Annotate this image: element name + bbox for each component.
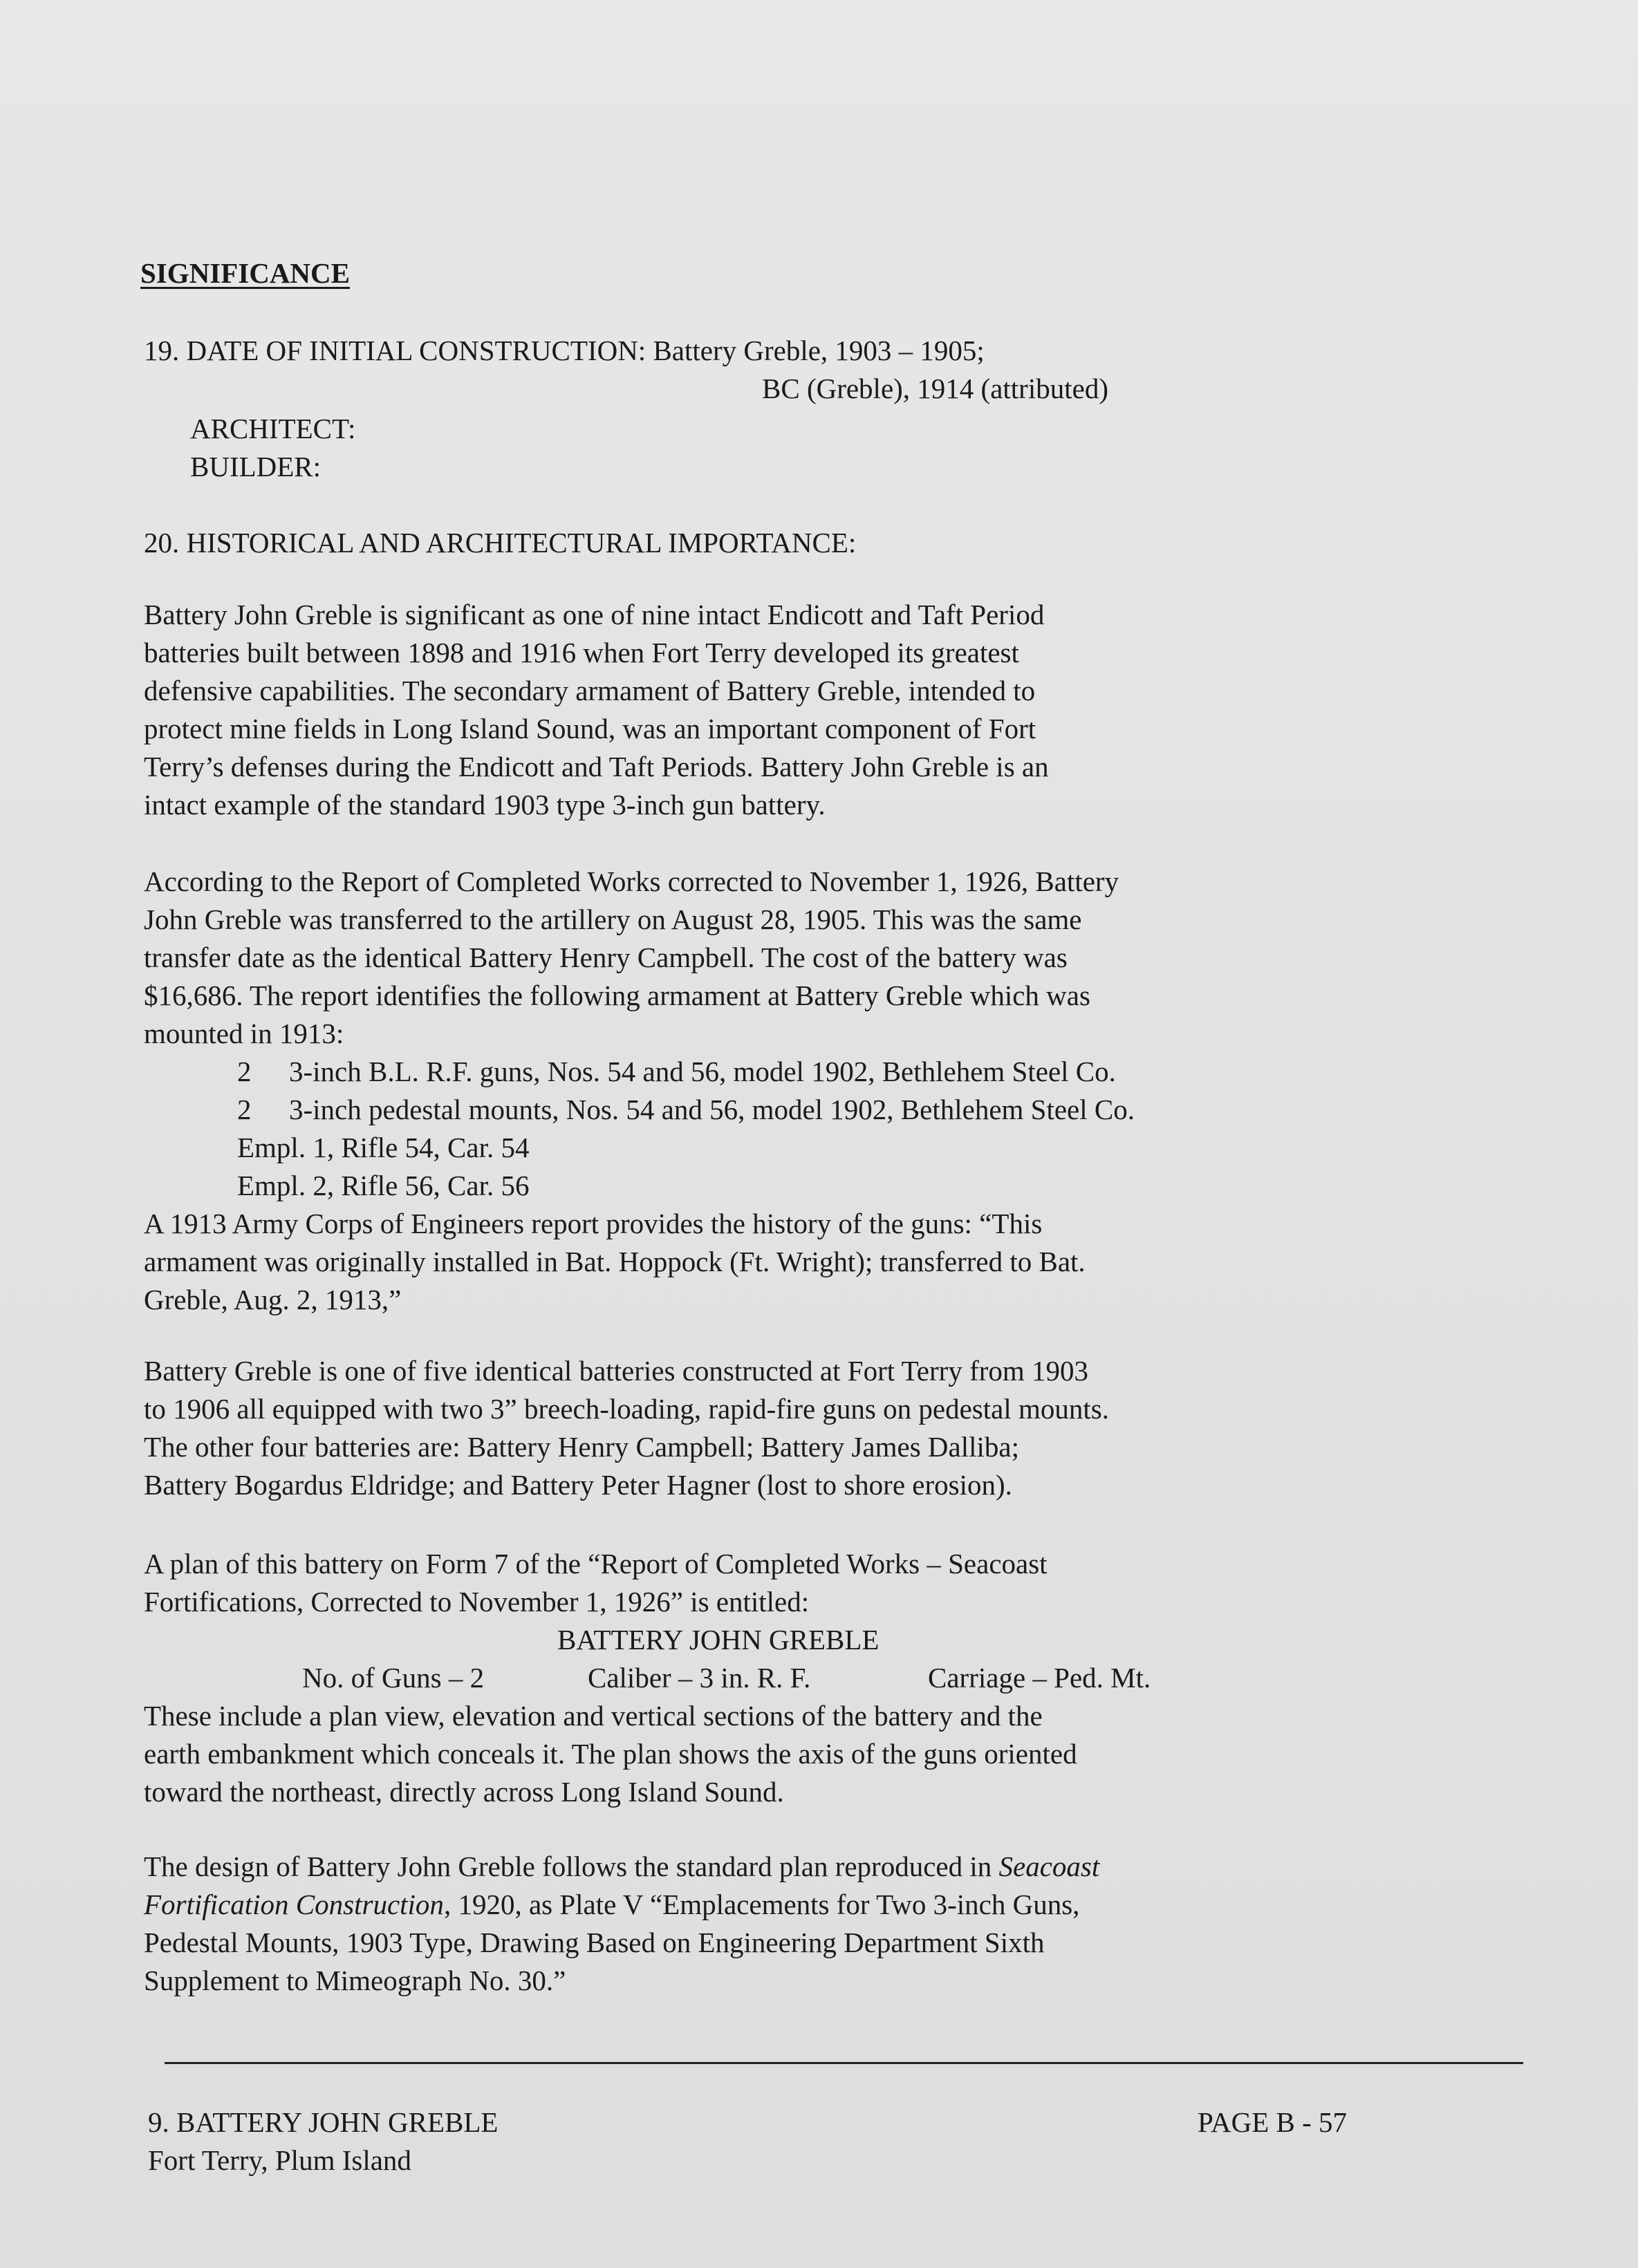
architect-label: ARCHITECT: — [190, 413, 356, 444]
plan-carriage: Carriage – Ped. Mt. — [928, 1662, 1151, 1694]
footer-location: Fort Terry, Plum Island — [148, 2144, 411, 2176]
paragraph-identical-batteries: Battery Greble is one of five identical batteries constructed at Fort Terry from 1903 to 1906 all equipped with two 3” breech-loading, rapid-fire guns on pedestal mounts. The other four batteries are: Battery Henry Campbell; Battery James Dalliba; Battery Bogardus Eldridge; and Battery Peter Hagner (lost to shore erosion). — [144, 1355, 1109, 1501]
item-19-value-line2: BC (Greble), 1914 (attributed) — [762, 373, 1108, 404]
emplacement-line: Empl. 1, Rifle 54, Car. 54 — [237, 1132, 530, 1163]
page-number: PAGE B - 57 — [1198, 2106, 1348, 2138]
plan-caliber: Caliber – 3 in. R. F. — [588, 1662, 811, 1694]
paragraph-significance: Battery John Greble is significant as one of nine intact Endicott and Taft Period batteries built between 1898 and 1916 when Fort Terry developed its greatest defensive capabilities. The secondary armament of Battery Greble, intended to protect mine fields in Long Island Sound, was an important component of Fort Terry’s defenses during the Endicott and Taft Periods. Battery John Greble is an intact example of the standard 1903 type 3-inch gun battery. — [144, 599, 1049, 821]
paragraph-plan: A plan of this battery on Form 7 of the “Report of Completed Works – Seacoast Fortifications, Corrected to November 1, 1926” is entitled: — [144, 1548, 1048, 1618]
paragraph-design: The design of Battery John Greble follows the standard plan reproduced in Seacoast Fortification Construction, 1920, as Plate V “Emplacements for Two 3-inch Guns, Pedestal Mounts, 1903 Type, Drawing Based on Engineering Department Sixth Supplement to Mimeograph No. 30.” — [144, 1850, 1100, 1996]
paragraph-report: According to the Report of Completed Works corrected to November 1, 1926, Battery John Greble was transferred to the artillery on August 28, 1905. This was the same transfer date as the identical Battery Henry Campbell. The cost of the battery was $16,686. The report identifies the following armament at Battery Greble which was mounted in 1913: 2 3-inch B.L. R.F. guns, Nos. 54 and 56, model 1902, Bethlehem Steel Co. 2 3-inch pedestal mounts, Nos. 54 and 56, model 1902, Bethlehem Steel Co. Empl. 1, Rifle 54, Car. 54 Empl. 2, Rifle 56, Car. 56 A 1913 Army Corps of Engineers report provides the history of the guns: “This armament was originally installed in Bat. Hoppock (Ft. Wright); transferred to Bat. Greble, Aug. 2, 1913,” — [144, 863, 1409, 1319]
paragraph-plan-details: These include a plan view, elevation and vertical sections of the battery and the earth embankment which conceals it. The plan shows the axis of the guns oriented toward the northeast, directly across Long Island Sound. — [144, 1700, 1077, 1808]
emplacement-line: Empl. 2, Rifle 56, Car. 56 — [237, 1170, 530, 1201]
plan-guns: No. of Guns – 2 — [302, 1662, 485, 1694]
plan-title: BATTERY JOHN GREBLE — [557, 1624, 880, 1656]
section-heading: SIGNIFICANCE — [140, 257, 350, 289]
armament-list-item: 2 3-inch pedestal mounts, Nos. 54 and 56, model 1902, Bethlehem Steel Co. — [237, 1094, 1135, 1125]
armament-list-item: 2 3-inch B.L. R.F. guns, Nos. 54 and 56, model 1902, Bethlehem Steel Co. — [237, 1056, 1116, 1087]
footer-title: 9. BATTERY JOHN GREBLE — [148, 2106, 499, 2138]
item-19-label: 19. DATE OF INITIAL CONSTRUCTION: Battery Greble, 1903 – 1905; — [144, 335, 985, 366]
item-20-label: 20. HISTORICAL AND ARCHITECTURAL IMPORTANCE: — [144, 527, 857, 559]
footer-divider — [165, 2062, 1523, 2064]
builder-label: BUILDER: — [190, 451, 322, 482]
